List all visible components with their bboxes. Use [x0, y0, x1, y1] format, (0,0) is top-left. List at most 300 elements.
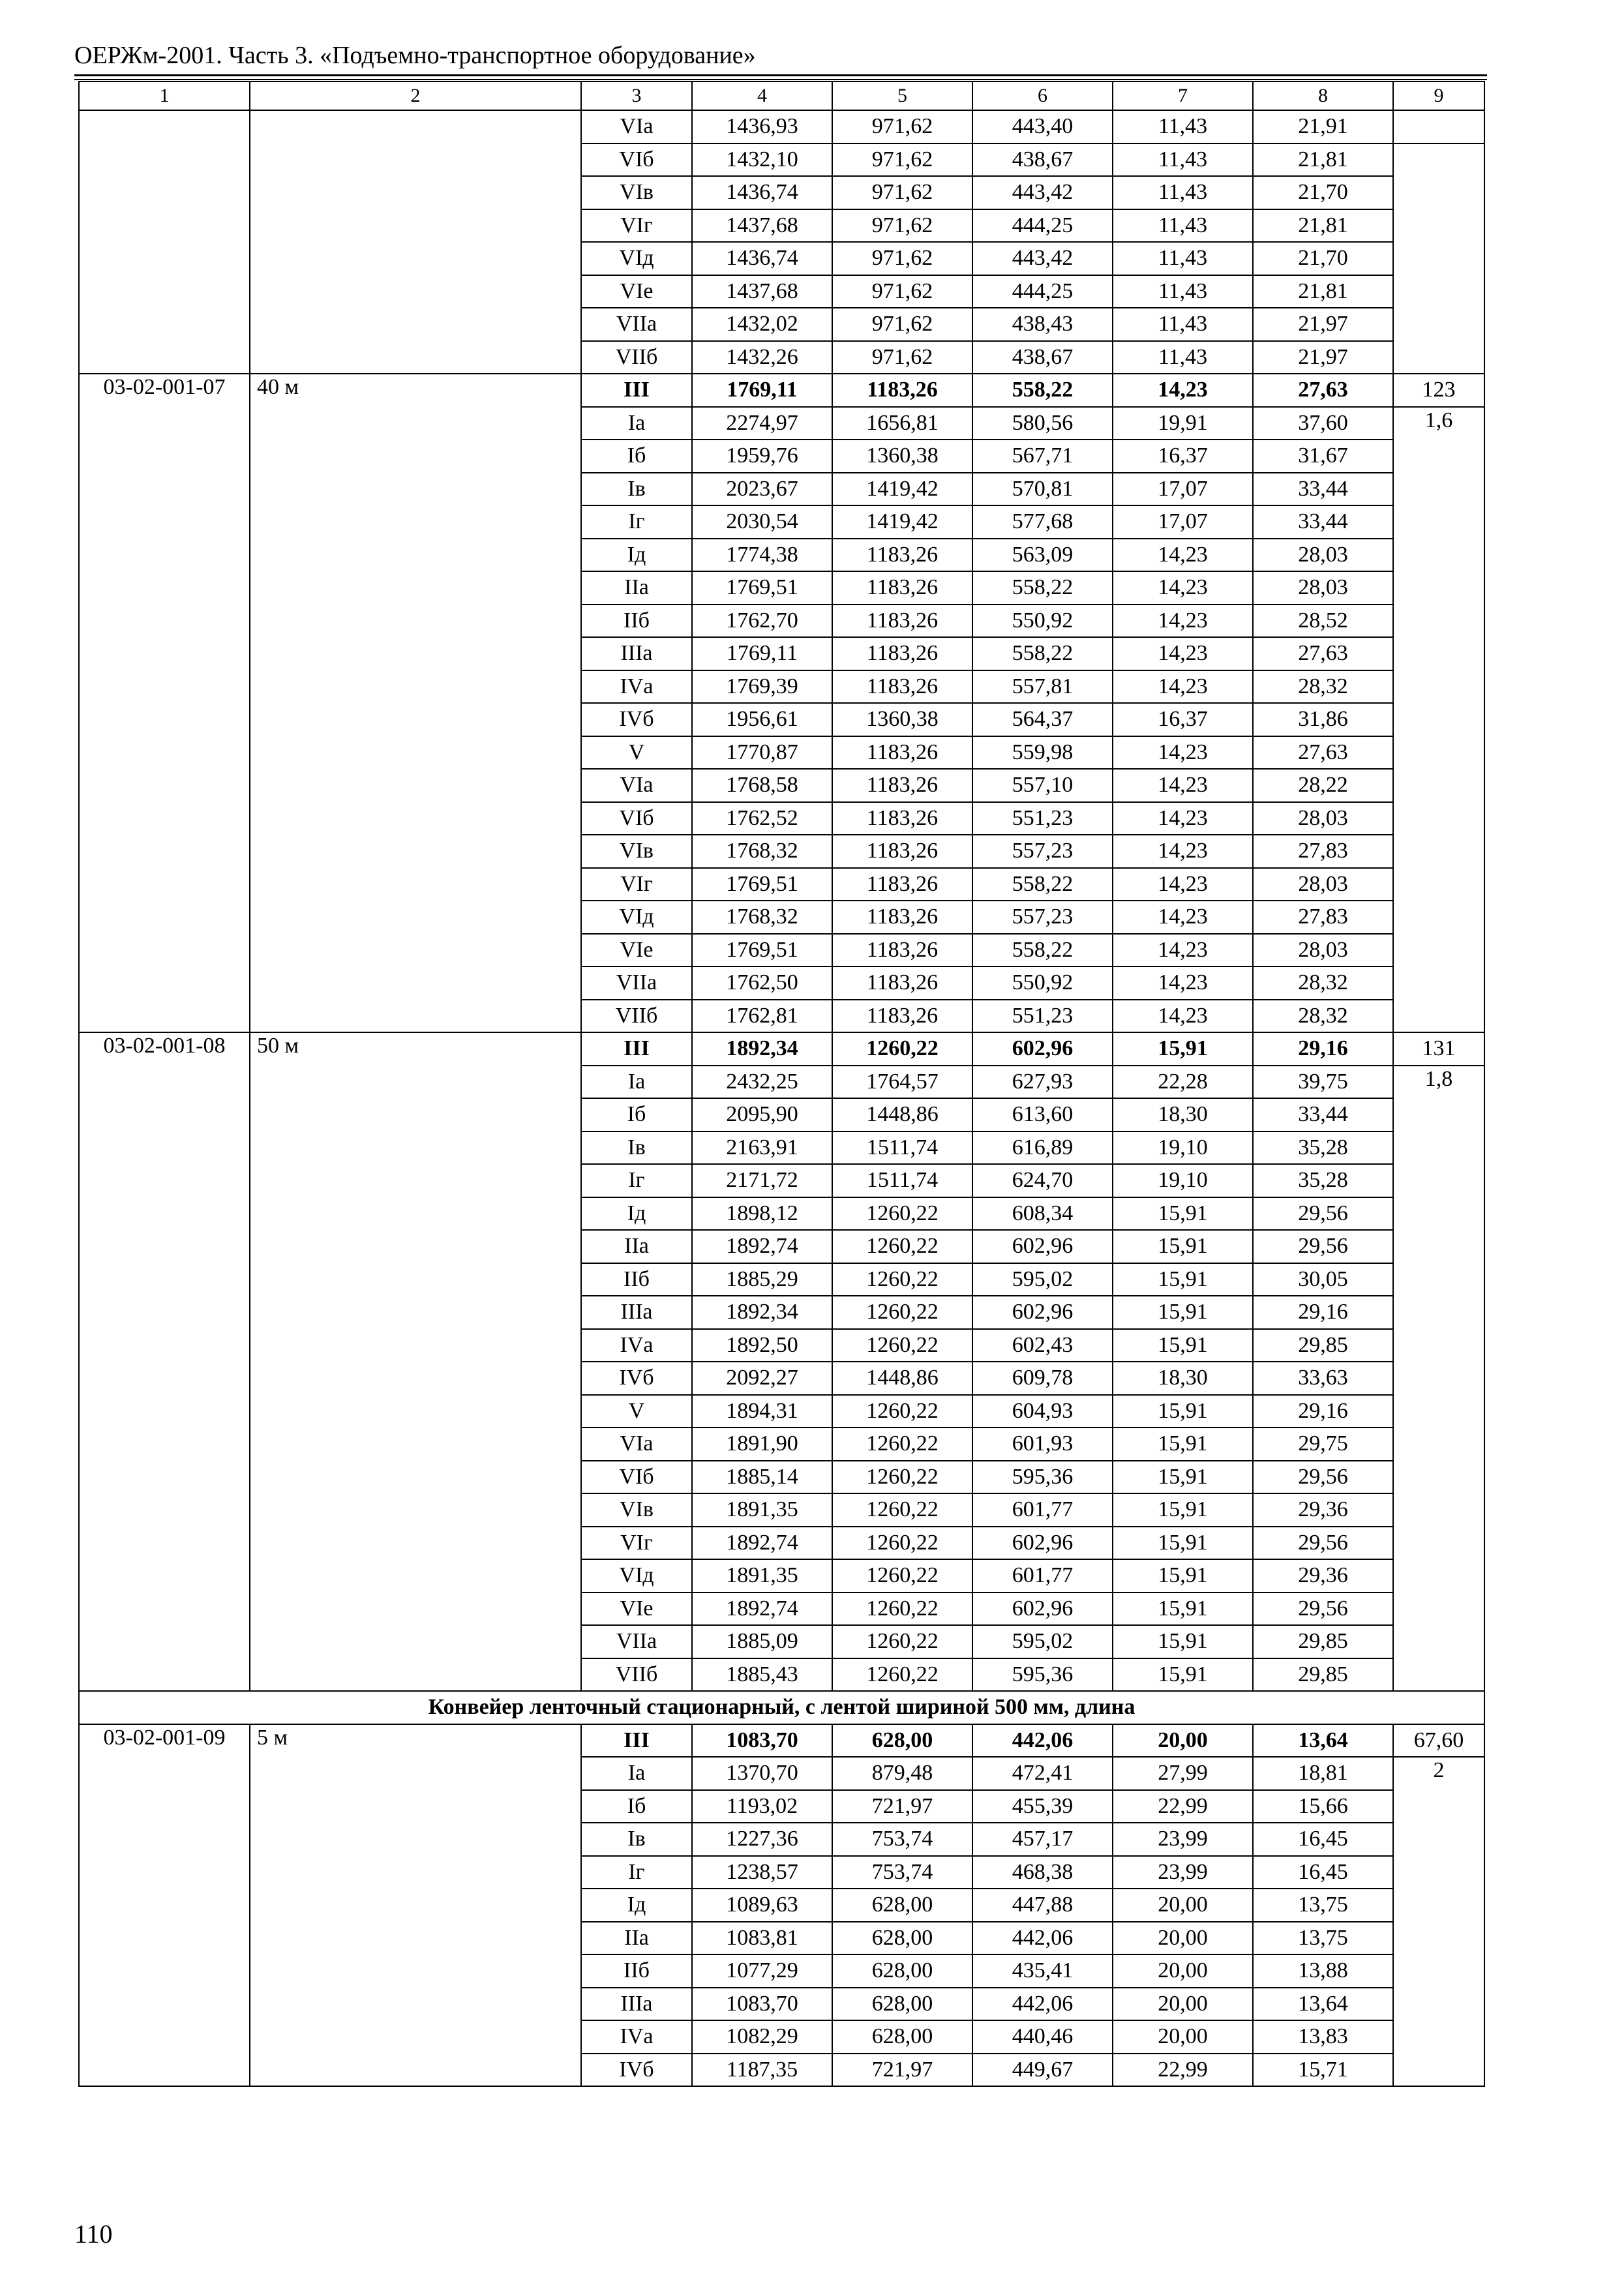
zone-cell: III	[581, 1032, 692, 1066]
value-cell: 628,00	[832, 1724, 972, 1758]
value-cell: 1082,29	[692, 2020, 832, 2054]
zone-cell: VIIб	[581, 341, 692, 374]
zone-cell: VIIа	[581, 1625, 692, 1658]
zone-cell: Iд	[581, 1889, 692, 1922]
value-cell: 13,64	[1253, 1724, 1393, 1758]
value-cell: 15,91	[1113, 1461, 1253, 1494]
value-cell: 13,75	[1253, 1922, 1393, 1955]
value-cell: 14,23	[1113, 539, 1253, 572]
section-title: Конвейер ленточный стационарный, с лентой шириной 500 мм, длина	[79, 1691, 1484, 1724]
zone-cell: IVа	[581, 670, 692, 704]
value-cell: 1769,51	[692, 571, 832, 605]
value-cell: 1089,63	[692, 1889, 832, 1922]
zone-cell: V	[581, 1395, 692, 1428]
value-cell: 14,23	[1113, 736, 1253, 770]
value-cell: 15,66	[1253, 1790, 1393, 1823]
value-cell: 28,03	[1253, 868, 1393, 901]
value-cell: 1432,10	[692, 143, 832, 177]
value-cell: 1183,26	[832, 769, 972, 802]
value-cell: 442,06	[972, 1988, 1113, 2021]
value-cell: 14,23	[1113, 802, 1253, 835]
value-cell: 1892,34	[692, 1296, 832, 1329]
rate-name: 50 м	[250, 1032, 581, 1691]
zone-cell: IIIа	[581, 1296, 692, 1329]
value-cell: 1260,22	[832, 1625, 972, 1658]
value-cell: 16,45	[1253, 1823, 1393, 1856]
zone-cell: V	[581, 736, 692, 770]
col9-value	[1393, 143, 1484, 374]
value-cell: 11,43	[1113, 209, 1253, 243]
value-cell: 551,23	[972, 802, 1113, 835]
value-cell: 1260,22	[832, 1197, 972, 1231]
value-cell: 1436,93	[692, 110, 832, 143]
value-cell: 1260,22	[832, 1593, 972, 1626]
value-cell: 1187,35	[692, 2054, 832, 2087]
value-cell: 18,30	[1113, 1362, 1253, 1395]
value-cell: 2274,97	[692, 407, 832, 440]
value-cell: 16,37	[1113, 703, 1253, 736]
value-cell: 1077,29	[692, 1954, 832, 1988]
zone-cell: VIг	[581, 1527, 692, 1560]
zone-cell: IIб	[581, 1263, 692, 1296]
value-cell: 551,23	[972, 1000, 1113, 1033]
value-cell: 1193,02	[692, 1790, 832, 1823]
column-number: 2	[250, 82, 581, 110]
value-cell: 1511,74	[832, 1164, 972, 1197]
value-cell: 1083,81	[692, 1922, 832, 1955]
value-cell: 1183,26	[832, 835, 972, 868]
zone-cell: Iв	[581, 473, 692, 506]
value-cell: 13,83	[1253, 2020, 1393, 2054]
value-cell: 1183,26	[832, 374, 972, 407]
value-cell: 601,93	[972, 1428, 1113, 1461]
value-cell: 604,93	[972, 1395, 1113, 1428]
value-cell: 21,81	[1253, 275, 1393, 308]
value-cell: 27,63	[1253, 637, 1393, 670]
zone-cell: VIа	[581, 769, 692, 802]
value-cell: 20,00	[1113, 1889, 1253, 1922]
value-cell: 1419,42	[832, 505, 972, 539]
value-cell: 19,10	[1113, 1131, 1253, 1165]
value-cell: 1183,26	[832, 934, 972, 967]
value-cell: 21,97	[1253, 341, 1393, 374]
value-cell: 19,91	[1113, 407, 1253, 440]
value-cell: 753,74	[832, 1823, 972, 1856]
value-cell: 616,89	[972, 1131, 1113, 1165]
value-cell: 602,96	[972, 1032, 1113, 1066]
zone-cell: VIб	[581, 1461, 692, 1494]
column-number: 5	[832, 82, 972, 110]
header-rule-thin	[74, 79, 1487, 80]
value-cell: 1769,51	[692, 934, 832, 967]
value-cell: 577,68	[972, 505, 1113, 539]
value-cell: 624,70	[972, 1164, 1113, 1197]
value-cell: 22,99	[1113, 1790, 1253, 1823]
value-cell: 557,23	[972, 901, 1113, 934]
value-cell: 15,91	[1113, 1032, 1253, 1066]
value-cell: 2023,67	[692, 473, 832, 506]
zone-cell: Iг	[581, 505, 692, 539]
zone-cell: IIIа	[581, 1988, 692, 2021]
value-cell: 14,23	[1113, 637, 1253, 670]
value-cell: 28,32	[1253, 966, 1393, 1000]
value-cell: 628,00	[832, 1988, 972, 2021]
value-cell: 1260,22	[832, 1395, 972, 1428]
value-cell: 14,23	[1113, 1000, 1253, 1033]
value-cell: 28,03	[1253, 802, 1393, 835]
value-cell: 15,91	[1113, 1395, 1253, 1428]
value-cell: 17,07	[1113, 473, 1253, 506]
value-cell: 29,85	[1253, 1329, 1393, 1362]
value-cell: 2432,25	[692, 1066, 832, 1099]
value-cell: 550,92	[972, 605, 1113, 638]
value-cell: 1183,26	[832, 736, 972, 770]
zone-cell: Iб	[581, 1790, 692, 1823]
value-cell: 14,23	[1113, 374, 1253, 407]
value-cell: 1894,31	[692, 1395, 832, 1428]
value-cell: 1183,26	[832, 966, 972, 1000]
value-cell: 27,83	[1253, 901, 1393, 934]
zone-cell: IIб	[581, 1954, 692, 1988]
zone-cell: IVа	[581, 2020, 692, 2054]
zone-cell: VIе	[581, 1593, 692, 1626]
value-cell: 1769,39	[692, 670, 832, 704]
col9-value: 1,6	[1393, 407, 1484, 1033]
value-cell: 1436,74	[692, 176, 832, 209]
value-cell: 14,23	[1113, 670, 1253, 704]
value-cell: 1183,26	[832, 637, 972, 670]
value-cell: 2095,90	[692, 1098, 832, 1131]
value-cell: 1183,26	[832, 670, 972, 704]
value-cell: 580,56	[972, 407, 1113, 440]
value-cell: 28,22	[1253, 769, 1393, 802]
column-number: 9	[1393, 82, 1484, 110]
zone-cell: VIа	[581, 1428, 692, 1461]
value-cell: 971,62	[832, 308, 972, 341]
value-cell: 1762,81	[692, 1000, 832, 1033]
value-cell: 753,74	[832, 1856, 972, 1889]
value-cell: 1892,50	[692, 1329, 832, 1362]
value-cell: 29,85	[1253, 1625, 1393, 1658]
value-cell: 11,43	[1113, 143, 1253, 177]
value-cell: 558,22	[972, 637, 1113, 670]
value-cell: 1183,26	[832, 571, 972, 605]
zone-cell: IVб	[581, 703, 692, 736]
value-cell: 628,00	[832, 1889, 972, 1922]
value-cell: 438,67	[972, 341, 1113, 374]
value-cell: 1083,70	[692, 1988, 832, 2021]
col9-value: 123	[1393, 374, 1484, 407]
value-cell: 558,22	[972, 934, 1113, 967]
value-cell: 1885,29	[692, 1263, 832, 1296]
value-cell: 1762,50	[692, 966, 832, 1000]
value-cell: 879,48	[832, 1757, 972, 1790]
value-cell: 2171,72	[692, 1164, 832, 1197]
zone-cell: III	[581, 374, 692, 407]
value-cell: 1260,22	[832, 1032, 972, 1066]
value-cell: 20,00	[1113, 2020, 1253, 2054]
value-cell: 22,99	[1113, 2054, 1253, 2087]
col9-value: 131	[1393, 1032, 1484, 1066]
value-cell: 1260,22	[832, 1329, 972, 1362]
value-cell: 435,41	[972, 1954, 1113, 1988]
column-number: 3	[581, 82, 692, 110]
value-cell: 601,77	[972, 1559, 1113, 1593]
rate-code: 03-02-001-09	[79, 1724, 250, 2087]
value-cell: 557,23	[972, 835, 1113, 868]
value-cell: 39,75	[1253, 1066, 1393, 1099]
value-cell: 35,28	[1253, 1164, 1393, 1197]
value-cell: 595,02	[972, 1263, 1113, 1296]
zone-cell: VIд	[581, 1559, 692, 1593]
value-cell: 442,06	[972, 1724, 1113, 1758]
value-cell: 1360,38	[832, 440, 972, 473]
value-cell: 1898,12	[692, 1197, 832, 1231]
value-cell: 21,81	[1253, 209, 1393, 243]
value-cell: 550,92	[972, 966, 1113, 1000]
value-cell: 455,39	[972, 1790, 1113, 1823]
value-cell: 721,97	[832, 1790, 972, 1823]
value-cell: 567,71	[972, 440, 1113, 473]
value-cell: 1183,26	[832, 802, 972, 835]
value-cell: 21,70	[1253, 176, 1393, 209]
value-cell: 14,23	[1113, 901, 1253, 934]
value-cell: 1260,22	[832, 1263, 972, 1296]
zone-cell: IIа	[581, 571, 692, 605]
value-cell: 14,23	[1113, 769, 1253, 802]
value-cell: 14,23	[1113, 934, 1253, 967]
value-cell: 1885,43	[692, 1658, 832, 1692]
value-cell: 602,96	[972, 1296, 1113, 1329]
value-cell: 1768,32	[692, 901, 832, 934]
value-cell: 30,05	[1253, 1263, 1393, 1296]
value-cell: 14,23	[1113, 966, 1253, 1000]
zone-cell: VIIб	[581, 1000, 692, 1033]
value-cell: 16,37	[1113, 440, 1253, 473]
value-cell: 602,96	[972, 1230, 1113, 1263]
zone-cell: VIд	[581, 242, 692, 275]
value-cell: 1959,76	[692, 440, 832, 473]
zone-cell: Iа	[581, 407, 692, 440]
value-cell: 15,91	[1113, 1593, 1253, 1626]
value-cell: 29,56	[1253, 1593, 1393, 1626]
value-cell: 472,41	[972, 1757, 1113, 1790]
value-cell: 29,56	[1253, 1461, 1393, 1494]
zone-cell: VIа	[581, 110, 692, 143]
value-cell: 33,44	[1253, 473, 1393, 506]
value-cell: 28,32	[1253, 1000, 1393, 1033]
value-cell: 447,88	[972, 1889, 1113, 1922]
value-cell: 559,98	[972, 736, 1113, 770]
value-cell: 443,42	[972, 176, 1113, 209]
zone-cell: IVа	[581, 1329, 692, 1362]
column-number: 4	[692, 82, 832, 110]
value-cell: 627,93	[972, 1066, 1113, 1099]
zone-cell: VIд	[581, 901, 692, 934]
zone-cell: IIа	[581, 1230, 692, 1263]
value-cell: 21,91	[1253, 110, 1393, 143]
zone-cell: VIв	[581, 1493, 692, 1527]
value-cell: 1183,26	[832, 868, 972, 901]
column-number: 7	[1113, 82, 1253, 110]
zone-cell: Iд	[581, 539, 692, 572]
value-cell: 557,10	[972, 769, 1113, 802]
zone-cell: Iб	[581, 1098, 692, 1131]
value-cell: 1774,38	[692, 539, 832, 572]
value-cell: 13,88	[1253, 1954, 1393, 1988]
value-cell: 15,91	[1113, 1658, 1253, 1692]
value-cell: 564,37	[972, 703, 1113, 736]
value-cell: 1764,57	[832, 1066, 972, 1099]
value-cell: 28,03	[1253, 571, 1393, 605]
zone-cell: IIIа	[581, 637, 692, 670]
value-cell: 15,91	[1113, 1625, 1253, 1658]
value-cell: 15,91	[1113, 1559, 1253, 1593]
column-number: 8	[1253, 82, 1393, 110]
value-cell: 628,00	[832, 2020, 972, 2054]
value-cell: 29,56	[1253, 1527, 1393, 1560]
value-cell: 1511,74	[832, 1131, 972, 1165]
value-cell: 1260,22	[832, 1296, 972, 1329]
value-cell: 28,03	[1253, 934, 1393, 967]
value-cell: 29,56	[1253, 1197, 1393, 1231]
value-cell: 18,30	[1113, 1098, 1253, 1131]
value-cell: 29,16	[1253, 1296, 1393, 1329]
value-cell: 1892,74	[692, 1593, 832, 1626]
value-cell: 1885,09	[692, 1625, 832, 1658]
value-cell: 444,25	[972, 275, 1113, 308]
value-cell: 971,62	[832, 143, 972, 177]
rate-name: 40 м	[250, 374, 581, 1032]
zone-cell: VIг	[581, 868, 692, 901]
value-cell: 21,70	[1253, 242, 1393, 275]
value-cell: 438,43	[972, 308, 1113, 341]
value-cell: 1762,70	[692, 605, 832, 638]
value-cell: 628,00	[832, 1954, 972, 1988]
column-number: 6	[972, 82, 1113, 110]
rate-name	[250, 110, 581, 374]
value-cell: 27,63	[1253, 374, 1393, 407]
value-cell: 1083,70	[692, 1724, 832, 1758]
value-cell: 27,83	[1253, 835, 1393, 868]
value-cell: 16,45	[1253, 1856, 1393, 1889]
value-cell: 595,36	[972, 1461, 1113, 1494]
value-cell: 31,67	[1253, 440, 1393, 473]
value-cell: 457,17	[972, 1823, 1113, 1856]
value-cell: 20,00	[1113, 1954, 1253, 1988]
value-cell: 20,00	[1113, 1988, 1253, 2021]
value-cell: 557,81	[972, 670, 1113, 704]
value-cell: 1436,74	[692, 242, 832, 275]
value-cell: 1227,36	[692, 1823, 832, 1856]
value-cell: 721,97	[832, 2054, 972, 2087]
value-cell: 601,77	[972, 1493, 1113, 1527]
value-cell: 609,78	[972, 1362, 1113, 1395]
value-cell: 1260,22	[832, 1527, 972, 1560]
zone-cell: VIв	[581, 835, 692, 868]
value-cell: 15,91	[1113, 1263, 1253, 1296]
zone-cell: VIIа	[581, 966, 692, 1000]
value-cell: 468,38	[972, 1856, 1113, 1889]
value-cell: 1448,86	[832, 1098, 972, 1131]
zone-cell: Iд	[581, 1197, 692, 1231]
rate-code: 03-02-001-07	[79, 374, 250, 1032]
value-cell: 1762,52	[692, 802, 832, 835]
table-row	[79, 1724, 1484, 1758]
value-cell: 971,62	[832, 341, 972, 374]
value-cell: 2092,27	[692, 1362, 832, 1395]
col9-value: 67,60	[1393, 1724, 1484, 1758]
value-cell: 1183,26	[832, 539, 972, 572]
page-number: 110	[74, 2219, 113, 2249]
value-cell: 1769,11	[692, 374, 832, 407]
value-cell: 15,91	[1113, 1329, 1253, 1362]
value-cell: 1769,11	[692, 637, 832, 670]
value-cell: 1360,38	[832, 703, 972, 736]
value-cell: 595,36	[972, 1658, 1113, 1692]
value-cell: 1891,35	[692, 1559, 832, 1593]
value-cell: 1891,90	[692, 1428, 832, 1461]
value-cell: 23,99	[1113, 1856, 1253, 1889]
value-cell: 1238,57	[692, 1856, 832, 1889]
value-cell: 31,86	[1253, 703, 1393, 736]
value-cell: 19,10	[1113, 1164, 1253, 1197]
rates-table	[78, 81, 1485, 2087]
zone-cell: VIг	[581, 209, 692, 243]
col9-value	[1393, 110, 1484, 143]
value-cell: 29,56	[1253, 1230, 1393, 1263]
value-cell: 602,43	[972, 1329, 1113, 1362]
value-cell: 438,67	[972, 143, 1113, 177]
value-cell: 1370,70	[692, 1757, 832, 1790]
value-cell: 14,23	[1113, 868, 1253, 901]
zone-cell: IIа	[581, 1922, 692, 1955]
value-cell: 449,67	[972, 2054, 1113, 2087]
value-cell: 971,62	[832, 242, 972, 275]
value-cell: 1437,68	[692, 275, 832, 308]
value-cell: 11,43	[1113, 308, 1253, 341]
value-cell: 1437,68	[692, 209, 832, 243]
value-cell: 33,44	[1253, 505, 1393, 539]
header-rule	[74, 74, 1487, 76]
value-cell: 27,63	[1253, 736, 1393, 770]
value-cell: 15,91	[1113, 1527, 1253, 1560]
value-cell: 29,85	[1253, 1658, 1393, 1692]
value-cell: 1260,22	[832, 1230, 972, 1263]
value-cell: 28,03	[1253, 539, 1393, 572]
value-cell: 14,23	[1113, 605, 1253, 638]
zone-cell: VIIа	[581, 308, 692, 341]
value-cell: 23,99	[1113, 1823, 1253, 1856]
value-cell: 1260,22	[832, 1428, 972, 1461]
value-cell: 608,34	[972, 1197, 1113, 1231]
value-cell: 971,62	[832, 275, 972, 308]
value-cell: 971,62	[832, 209, 972, 243]
value-cell: 971,62	[832, 176, 972, 209]
page-header: ОЕРЖм-2001. Часть 3. «Подъемно-транспортное оборудование»	[74, 42, 756, 69]
value-cell: 1768,58	[692, 769, 832, 802]
value-cell: 13,64	[1253, 1988, 1393, 2021]
value-cell: 15,91	[1113, 1428, 1253, 1461]
zone-cell: Iа	[581, 1066, 692, 1099]
table-row	[79, 1032, 1484, 1066]
value-cell: 29,75	[1253, 1428, 1393, 1461]
value-cell: 595,02	[972, 1625, 1113, 1658]
zone-cell: VIIб	[581, 1658, 692, 1692]
value-cell: 558,22	[972, 868, 1113, 901]
zone-cell: VIб	[581, 143, 692, 177]
value-cell: 613,60	[972, 1098, 1113, 1131]
